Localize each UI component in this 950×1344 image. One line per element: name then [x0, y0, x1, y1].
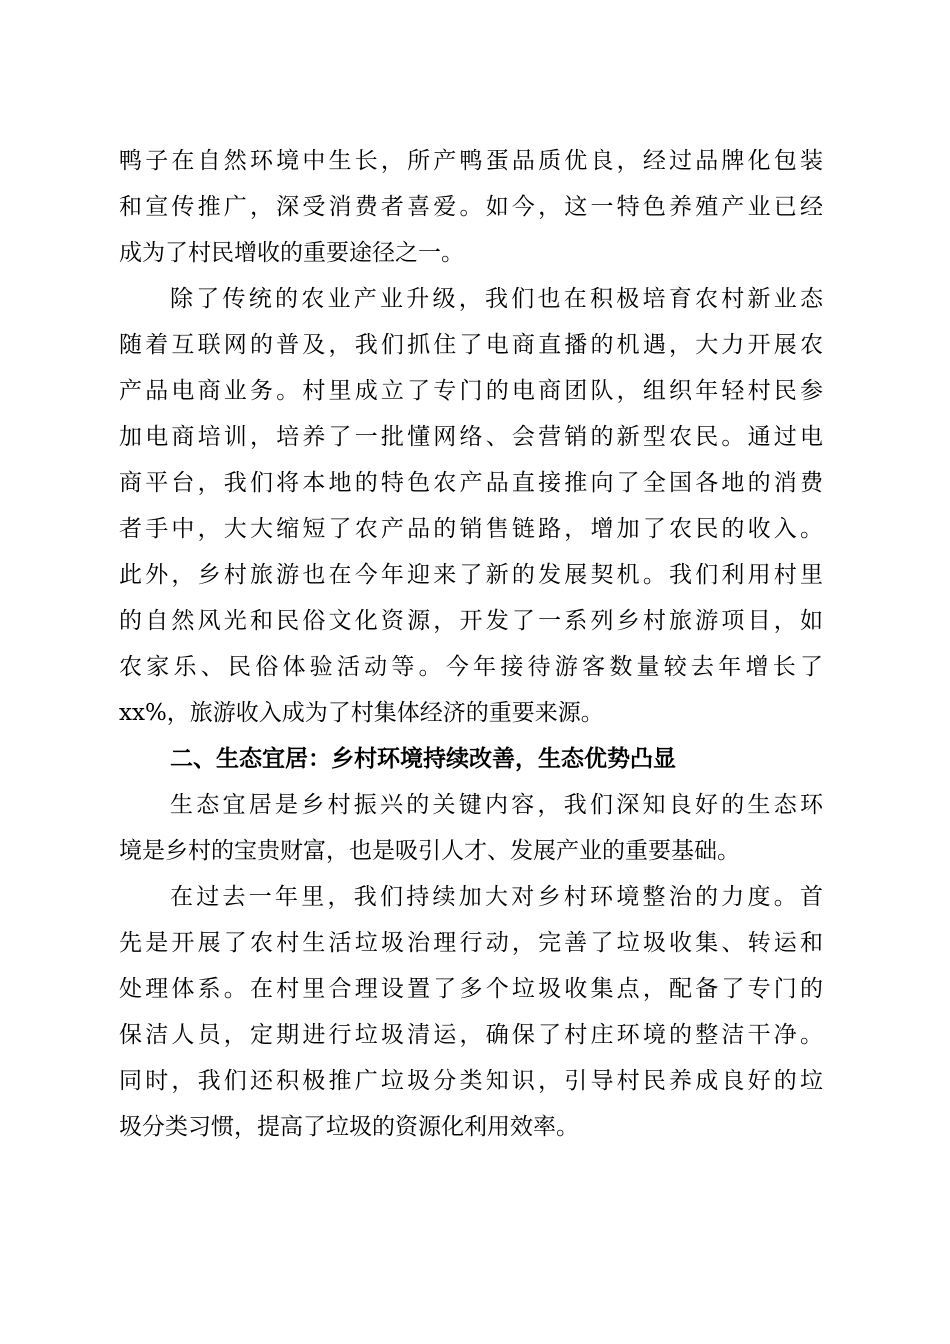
text-line: 农家乐、民俗体验活动等。今年接待游客数量较去年增长了 [119, 654, 823, 680]
text-line: 随着互联网的普及，我们抓住了电商直播的机遇，大力开展农 [119, 332, 823, 358]
text-line: 者手中，大大缩短了农产品的销售链路，增加了农民的收入。 [119, 516, 823, 542]
text-line: 的自然风光和民俗文化资源，开发了一系列乡村旅游项目，如 [119, 608, 823, 634]
body-paragraph [119, 138, 823, 276]
text-line: 鸭子在自然环境中生长，所产鸭蛋品质优良，经过品牌化包装 [119, 148, 823, 174]
text-line: 在过去一年里，我们持续加大对乡村环境整治的力度。首 [170, 884, 823, 910]
text-line: xx%，旅游收入成为了村集体经济的重要来源。 [119, 700, 604, 726]
body-paragraph [119, 276, 823, 736]
text-line: 产品电商业务。村里成立了专门的电商团队，组织年轻村民参 [119, 378, 823, 404]
text-line: 境是乡村的宝贵财富，也是吸引人才、发展产业的重要基础。 [119, 838, 740, 864]
document-body [119, 138, 823, 1150]
body-paragraph [119, 782, 823, 874]
text-line: 成为了村民增收的重要途径之一。 [119, 240, 464, 266]
heading-text: 二、生态宜居：乡村环境持续改善，生态优势凸显 [170, 746, 676, 772]
text-line: 处理体系。在村里合理设置了多个垃圾收集点，配备了专门的 [119, 976, 823, 1002]
text-line: 商平台，我们将本地的特色农产品直接推向了全国各地的消费 [119, 470, 823, 496]
text-line: 同时，我们还积极推广垃圾分类知识，引导村民养成良好的垃 [119, 1068, 823, 1094]
section-heading [119, 736, 823, 782]
text-line: 生态宜居是乡村振兴的关键内容，我们深知良好的生态环 [170, 792, 823, 818]
text-line: 先是开展了农村生活垃圾治理行动，完善了垃圾收集、转运和 [119, 930, 823, 956]
body-paragraph [119, 874, 823, 1150]
text-line: 此外，乡村旅游也在今年迎来了新的发展契机。我们利用村里 [119, 562, 823, 588]
text-line: 保洁人员，定期进行垃圾清运，确保了村庄环境的整洁干净。 [119, 1022, 823, 1048]
text-line: 和宣传推广，深受消费者喜爱。如今，这一特色养殖产业已经 [119, 194, 823, 220]
text-line: 圾分类习惯，提高了垃圾的资源化利用效率。 [119, 1114, 579, 1140]
text-line: 加电商培训，培养了一批懂网络、会营销的新型农民。通过电 [119, 424, 823, 450]
text-line: 除了传统的农业产业升级，我们也在积极培育农村新业态 [170, 286, 823, 312]
